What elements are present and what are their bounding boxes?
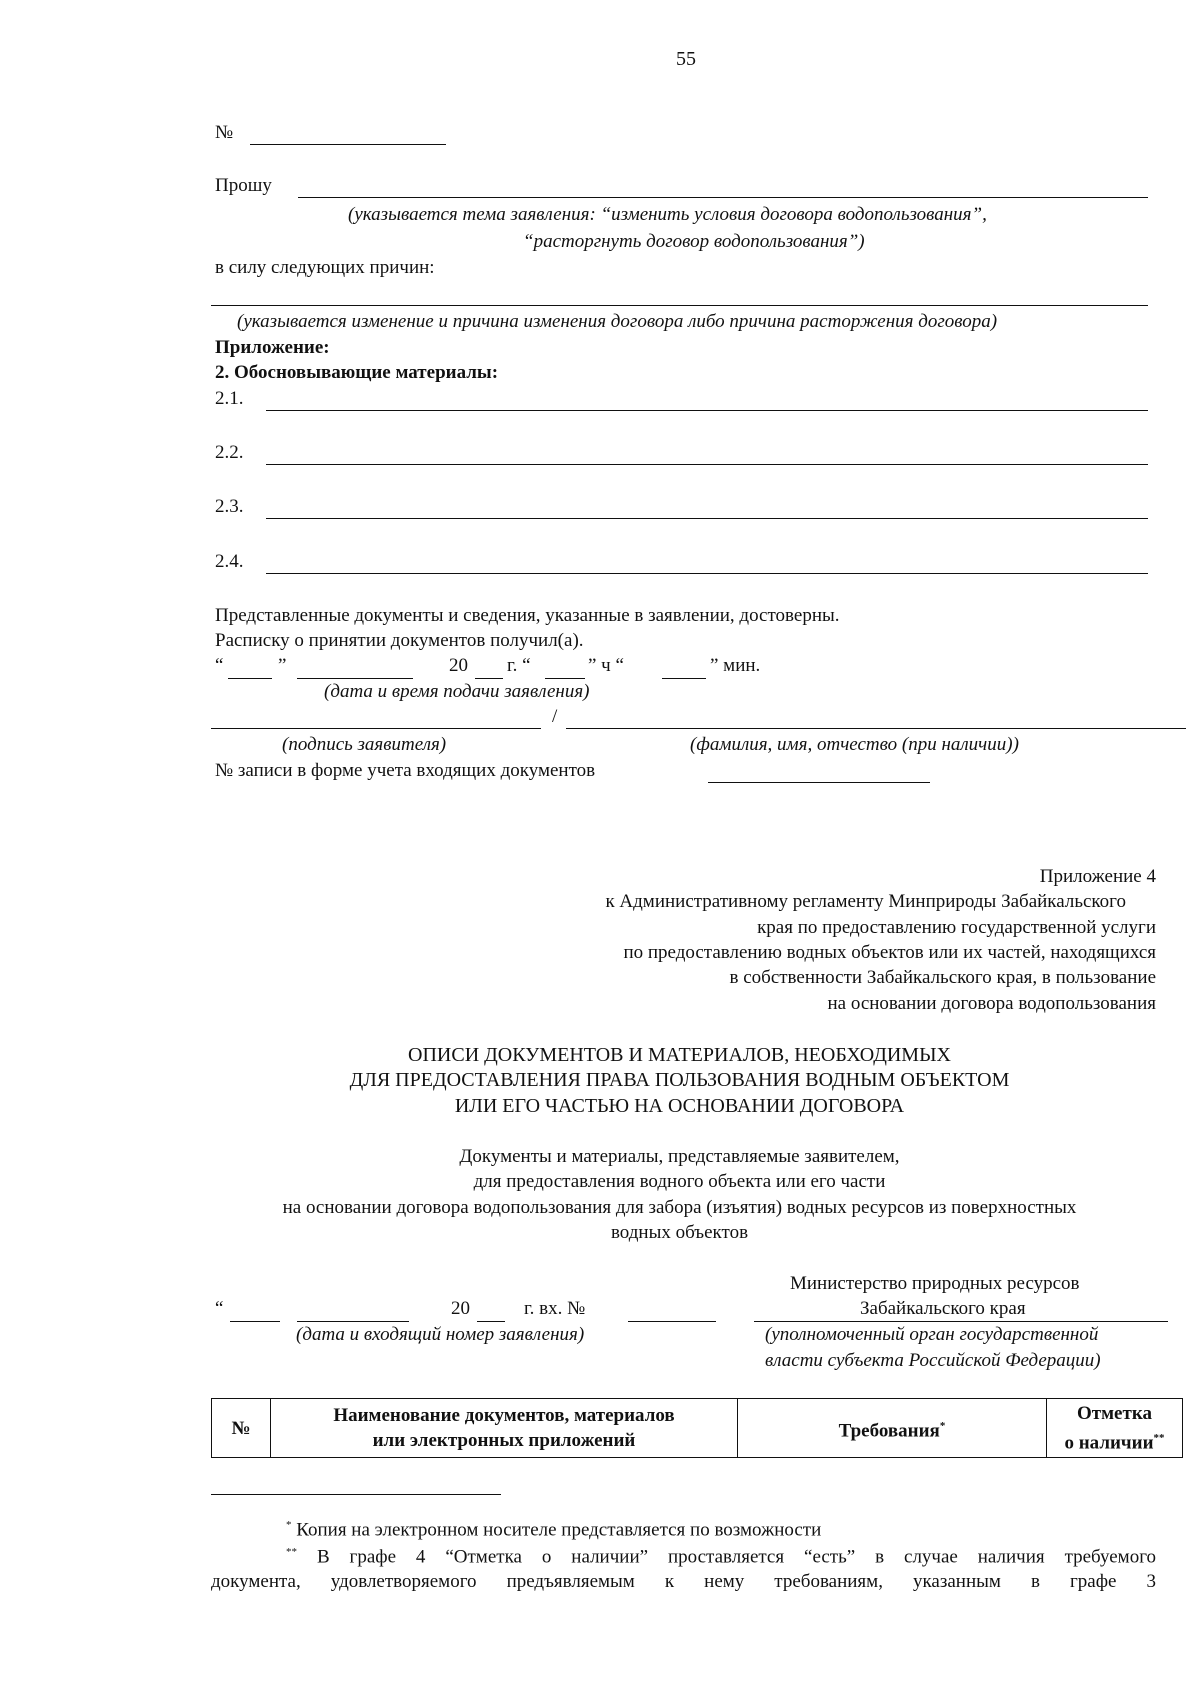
table-header-row — [212, 1399, 1183, 1458]
incoming-hint: (дата и входящий номер заявления) — [296, 1324, 585, 1345]
request-field[interactable] — [298, 197, 1148, 198]
header-name — [271, 1399, 738, 1458]
reasons-field[interactable] — [211, 305, 1148, 306]
materials-field-3[interactable] — [266, 518, 1148, 519]
doc-title-line-2: ДЛЯ ПРЕДОСТАВЛЕНИЯ ПРАВА ПОЛЬЗОВАНИЯ ВОДНЫМ ОБЪЕКТОМ — [349, 1069, 1010, 1091]
incoming-year-prefix: 20 — [451, 1298, 470, 1319]
subtitle-line-3: на основании договора водопользования для забора (изъятия) водных ресурсов из поверхностных — [282, 1197, 1077, 1218]
header-name-line-1: Наименование документов, материалов — [333, 1405, 675, 1427]
incoming-day-field[interactable] — [230, 1321, 280, 1322]
header-mark — [1047, 1399, 1183, 1458]
authority-field[interactable] — [754, 1321, 1168, 1322]
header-mark-line-1: Отметка — [1077, 1403, 1152, 1424]
appendix-line-3: края по предоставлению государственной услуги — [757, 917, 1156, 938]
signature-field[interactable] — [211, 728, 541, 729]
name-field[interactable] — [566, 728, 1186, 729]
subtitle-line-4: водных объектов — [610, 1222, 749, 1243]
request-label: Прошу — [215, 175, 272, 196]
subtitle-line-1: Документы и материалы, представляемые заявителем, — [459, 1146, 900, 1167]
footnote-2-text-1: В графе 4 “Отметка о наличии” проставляется “есть” в случае наличия требуемого — [316, 1546, 1157, 1568]
date-close-quote: ” — [278, 655, 287, 676]
record-label: № записи в форме учета входящих документов — [215, 760, 596, 781]
appendix-line-2: к Административному регламенту Минприроды Забайкальского — [605, 891, 1126, 912]
date-hour-label: ” ч “ — [588, 655, 624, 676]
materials-item-4: 2.4. — [215, 551, 244, 572]
signature-hint: (подпись заявителя) — [282, 734, 447, 755]
reliable-text: Представленные документы и сведения, указанные в заявлении, достоверны. — [215, 605, 840, 626]
date-year-field[interactable] — [475, 678, 503, 679]
materials-item-2: 2.2. — [215, 442, 244, 463]
number-label: № — [215, 122, 234, 143]
attachment-label: Приложение: — [215, 337, 330, 358]
date-open-quote: “ — [215, 655, 224, 676]
header-mark-mark: ** — [1153, 1432, 1165, 1444]
appendix-line-4: по предоставлению водных объектов или их частей, находящихся — [623, 942, 1156, 963]
footnote-2-line-2: документа, удовлетворяемого предъявляемым к нему требованиям, указанным в графе 3 — [211, 1571, 1156, 1592]
appendix-line-1: Приложение 4 — [1039, 866, 1156, 887]
receipt-text: Расписку о принятии документов получил(а). — [215, 630, 584, 651]
header-requirements — [738, 1399, 1047, 1458]
name-hint: (фамилия, имя, отчество (при наличии)) — [690, 734, 1019, 755]
date-hour-field[interactable] — [545, 678, 585, 679]
reasons-hint: (указывается изменение и причина изменения договора либо причина расторжения договора) — [237, 311, 998, 332]
materials-field-4[interactable] — [266, 573, 1148, 574]
doc-title-line-1: ОПИСИ ДОКУМЕНТОВ И МАТЕРИАЛОВ, НЕОБХОДИМЫХ — [408, 1044, 951, 1066]
request-hint-2: “расторгнуть договор водопользования”) — [523, 231, 865, 252]
footnote-1-text: Копия на электронном носителе представляется по возможности — [296, 1519, 822, 1541]
authority-hint-2: власти субъекта Российской Федерации) — [765, 1350, 1101, 1371]
page-number: 55 — [676, 48, 696, 70]
materials-label: 2. Обосновывающие материалы: — [215, 362, 499, 383]
footnote-1 — [286, 1519, 821, 1541]
materials-item-1: 2.1. — [215, 388, 244, 409]
header-requirements-label: Требования — [838, 1419, 940, 1441]
documents-table — [211, 1398, 1183, 1458]
incoming-quote: “ — [215, 1298, 224, 1319]
subtitle-line-2: для предоставления водного объекта или его части — [473, 1171, 886, 1192]
incoming-month-field[interactable] — [297, 1321, 409, 1322]
header-num: № — [212, 1399, 271, 1458]
footnote-2-mark: ** — [286, 1546, 297, 1558]
request-hint-1: (указывается тема заявления: “изменить условия договора водопользования”, — [348, 204, 987, 225]
date-minute-field[interactable] — [662, 678, 706, 679]
date-year-prefix: 20 — [449, 655, 468, 676]
header-mark-line-2: о наличии** — [1064, 1432, 1165, 1454]
doc-title-line-3: ИЛИ ЕГО ЧАСТЬЮ НА ОСНОВАНИИ ДОГОВОРА — [454, 1095, 905, 1117]
authority-hint-1: (уполномоченный орган государственной — [765, 1324, 1099, 1345]
number-field[interactable] — [250, 144, 446, 145]
header-name-line-2: или электронных приложений — [372, 1430, 636, 1452]
incoming-number-field[interactable] — [628, 1321, 716, 1322]
footnote-separator — [211, 1494, 501, 1495]
footnote-1-mark: * — [286, 1519, 292, 1531]
incoming-year-field[interactable] — [477, 1321, 505, 1322]
reasons-label: в силу следующих причин: — [215, 257, 435, 278]
footnote-2-line-1 — [286, 1546, 1156, 1568]
ministry-line-1: Министерство природных ресурсов — [790, 1273, 1080, 1294]
date-hint: (дата и время подачи заявления) — [324, 681, 590, 702]
appendix-line-5: в собственности Забайкальского края, в пользование — [729, 967, 1156, 988]
materials-field-1[interactable] — [266, 410, 1148, 411]
header-requirements-mark: * — [939, 1419, 946, 1432]
date-year-suffix: г. “ — [507, 655, 531, 676]
record-field[interactable] — [708, 782, 930, 783]
incoming-suffix: г. вх. № — [524, 1298, 586, 1319]
date-month-field[interactable] — [297, 678, 413, 679]
date-day-field[interactable] — [228, 678, 272, 679]
appendix-line-6: на основании договора водопользования — [827, 993, 1156, 1014]
materials-field-2[interactable] — [266, 464, 1148, 465]
ministry-line-2: Забайкальского края — [860, 1298, 1026, 1319]
date-minute-label: ” мин. — [710, 655, 761, 676]
signature-slash: / — [552, 706, 558, 727]
materials-item-3: 2.3. — [215, 496, 244, 517]
